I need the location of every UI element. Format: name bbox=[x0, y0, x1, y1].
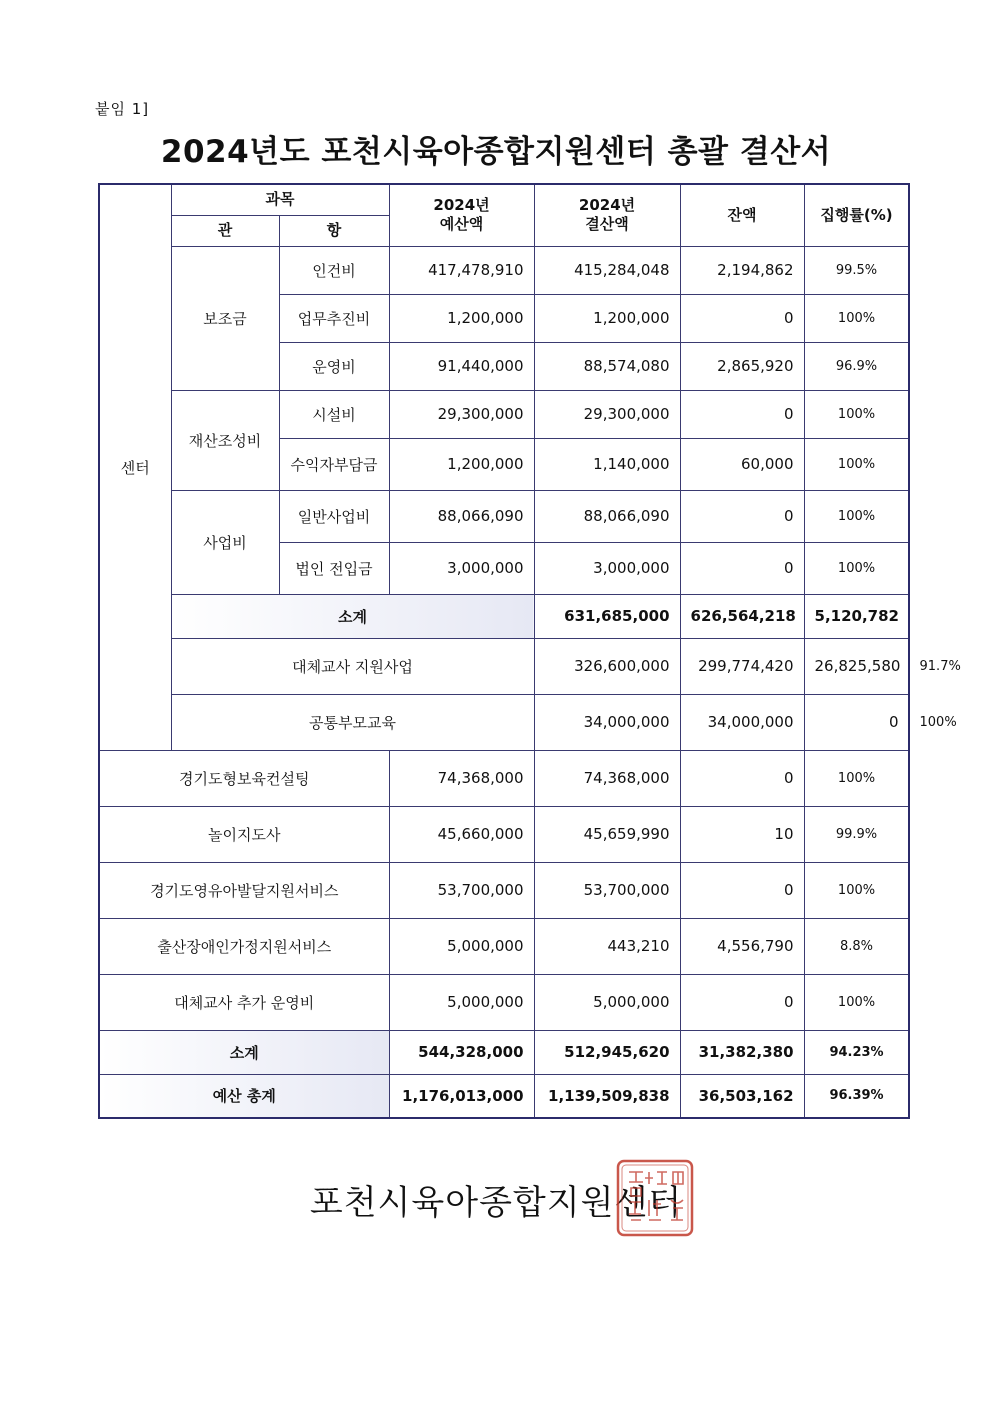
balance-cell: 4,556,790 bbox=[680, 918, 804, 974]
balance-cell: 10 bbox=[680, 806, 804, 862]
settlement-cell: 3,000,000 bbox=[534, 542, 680, 594]
settlement-cell: 415,284,048 bbox=[534, 246, 680, 294]
rate-cell: 100% bbox=[804, 490, 909, 542]
balance-cell: 0 bbox=[680, 390, 804, 438]
settlement-cell: 626,564,218 bbox=[680, 594, 804, 638]
budget-cell: 1,200,000 bbox=[389, 438, 534, 490]
budget-header: 2024년 예산액 bbox=[389, 184, 534, 246]
budget-cell: 5,000,000 bbox=[389, 918, 534, 974]
settlement-cell: 53,700,000 bbox=[534, 862, 680, 918]
balance-cell: 0 bbox=[804, 694, 909, 750]
rate-cell: 100% bbox=[804, 294, 909, 342]
rate-cell: 100% bbox=[804, 750, 909, 806]
settlement-cell: 34,000,000 bbox=[680, 694, 804, 750]
subtotal-label: 소계 bbox=[99, 1030, 389, 1074]
balance-cell: 0 bbox=[680, 542, 804, 594]
table-row bbox=[99, 806, 909, 862]
hang-cell: 수익자부담금 bbox=[279, 438, 389, 490]
budget-cell: 91,440,000 bbox=[389, 342, 534, 390]
balance-cell: 0 bbox=[680, 974, 804, 1030]
settlement-cell: 512,945,620 bbox=[534, 1030, 680, 1074]
settlement-cell: 299,774,420 bbox=[680, 638, 804, 694]
balance-cell: 0 bbox=[680, 490, 804, 542]
budget-cell: 3,000,000 bbox=[389, 542, 534, 594]
rate-cell: 94.23% bbox=[804, 1030, 909, 1074]
rate-cell: 100% bbox=[804, 542, 909, 594]
table-row bbox=[99, 974, 909, 1030]
gwan-cell: 보조금 bbox=[171, 246, 279, 390]
budget-cell: 74,368,000 bbox=[389, 750, 534, 806]
gwan-cell: 사업비 bbox=[171, 490, 279, 594]
table-row: 대체교사 지원사업 326,600,000 299,774,420 26,825,580 91.7% bbox=[99, 638, 909, 694]
rate-cell: 100% bbox=[804, 974, 909, 1030]
header-row-1 bbox=[99, 184, 909, 215]
gwan-header: 관 bbox=[171, 215, 279, 246]
table-row bbox=[99, 862, 909, 918]
balance-cell: 26,825,580 bbox=[804, 638, 909, 694]
rate-cell: 99.5% bbox=[804, 246, 909, 294]
settlement-cell: 1,139,509,838 bbox=[534, 1074, 680, 1118]
rate-cell: 99.9% bbox=[804, 806, 909, 862]
grand-total-label: 예산 총계 bbox=[99, 1074, 389, 1118]
balance-cell: 0 bbox=[680, 750, 804, 806]
settlement-cell: 74,368,000 bbox=[534, 750, 680, 806]
settlement-table bbox=[98, 183, 961, 1119]
balance-cell: 0 bbox=[680, 862, 804, 918]
settlement-cell: 45,659,990 bbox=[534, 806, 680, 862]
balance-cell: 0 bbox=[680, 294, 804, 342]
center-label: 센터 bbox=[99, 184, 171, 750]
gwan-cell: 재산조성비 bbox=[171, 390, 279, 490]
rate-cell: 8.8% bbox=[804, 918, 909, 974]
table-row bbox=[99, 390, 909, 438]
subject-header: 과목 bbox=[171, 184, 389, 215]
settlement-header: 2024년 결산액 bbox=[534, 184, 680, 246]
balance-cell: 2,194,862 bbox=[680, 246, 804, 294]
table-row bbox=[99, 490, 909, 542]
settlement-cell: 1,200,000 bbox=[534, 294, 680, 342]
hang-cell: 법인 전입금 bbox=[279, 542, 389, 594]
rate-cell: 100% bbox=[804, 862, 909, 918]
subtotal-row bbox=[99, 594, 909, 638]
document-title: 2024년도 포천시육아종합지원센터 총괄 결산서 bbox=[160, 134, 832, 170]
project-name: 대체교사 추가 운영비 bbox=[99, 974, 389, 1030]
official-seal-icon bbox=[615, 1158, 695, 1238]
balance-cell: 60,000 bbox=[680, 438, 804, 490]
project-name: 경기도영유아발달지원서비스 bbox=[99, 862, 389, 918]
settlement-cell: 1,140,000 bbox=[534, 438, 680, 490]
settlement-cell: 443,210 bbox=[534, 918, 680, 974]
hang-cell: 업무추진비 bbox=[279, 294, 389, 342]
balance-cell: 31,382,380 bbox=[680, 1030, 804, 1074]
budget-cell: 29,300,000 bbox=[389, 390, 534, 438]
budget-cell: 417,478,910 bbox=[389, 246, 534, 294]
grand-total-row bbox=[99, 1074, 909, 1118]
budget-cell: 326,600,000 bbox=[534, 638, 680, 694]
table-row bbox=[99, 918, 909, 974]
budget-cell: 544,328,000 bbox=[389, 1030, 534, 1074]
project-name: 공통부모교육 bbox=[171, 694, 534, 750]
hang-header: 항 bbox=[279, 215, 389, 246]
hang-cell: 일반사업비 bbox=[279, 490, 389, 542]
table-row bbox=[99, 246, 909, 294]
budget-cell: 45,660,000 bbox=[389, 806, 534, 862]
rate-cell: 96.39% bbox=[804, 1074, 909, 1118]
project-name: 경기도형보육컨설팅 bbox=[99, 750, 389, 806]
balance-cell: 5,120,782 bbox=[804, 594, 909, 638]
budget-cell: 88,066,090 bbox=[389, 490, 534, 542]
subtotal-row bbox=[99, 1030, 909, 1074]
budget-cell: 1,176,013,000 bbox=[389, 1074, 534, 1118]
settlement-cell: 88,066,090 bbox=[534, 490, 680, 542]
balance-header: 잔액 bbox=[680, 184, 804, 246]
table-row bbox=[99, 750, 909, 806]
project-name: 출산장애인가정지원서비스 bbox=[99, 918, 389, 974]
settlement-cell: 88,574,080 bbox=[534, 342, 680, 390]
budget-cell: 631,685,000 bbox=[534, 594, 680, 638]
organization-name: 포천시육아종합지원센터 bbox=[309, 1183, 683, 1223]
budget-cell: 34,000,000 bbox=[534, 694, 680, 750]
rate-cell: 100% bbox=[804, 438, 909, 490]
balance-cell: 36,503,162 bbox=[680, 1074, 804, 1118]
budget-cell: 53,700,000 bbox=[389, 862, 534, 918]
balance-cell: 2,865,920 bbox=[680, 342, 804, 390]
project-name: 대체교사 지원사업 bbox=[171, 638, 534, 694]
hang-cell: 인건비 bbox=[279, 246, 389, 294]
project-name: 놀이지도사 bbox=[99, 806, 389, 862]
settlement-cell: 5,000,000 bbox=[534, 974, 680, 1030]
hang-cell: 시설비 bbox=[279, 390, 389, 438]
hang-cell: 운영비 bbox=[279, 342, 389, 390]
budget-cell: 5,000,000 bbox=[389, 974, 534, 1030]
settlement-cell: 29,300,000 bbox=[534, 390, 680, 438]
rate-header: 집행률(%) bbox=[804, 184, 909, 246]
attachment-label: 붙임 1] bbox=[95, 100, 150, 118]
subtotal-label: 소계 bbox=[171, 594, 534, 638]
table-row: 공통부모교육 34,000,000 34,000,000 0 100% bbox=[99, 694, 909, 750]
rate-cell: 100% bbox=[804, 390, 909, 438]
budget-cell: 1,200,000 bbox=[389, 294, 534, 342]
rate-cell: 96.9% bbox=[804, 342, 909, 390]
